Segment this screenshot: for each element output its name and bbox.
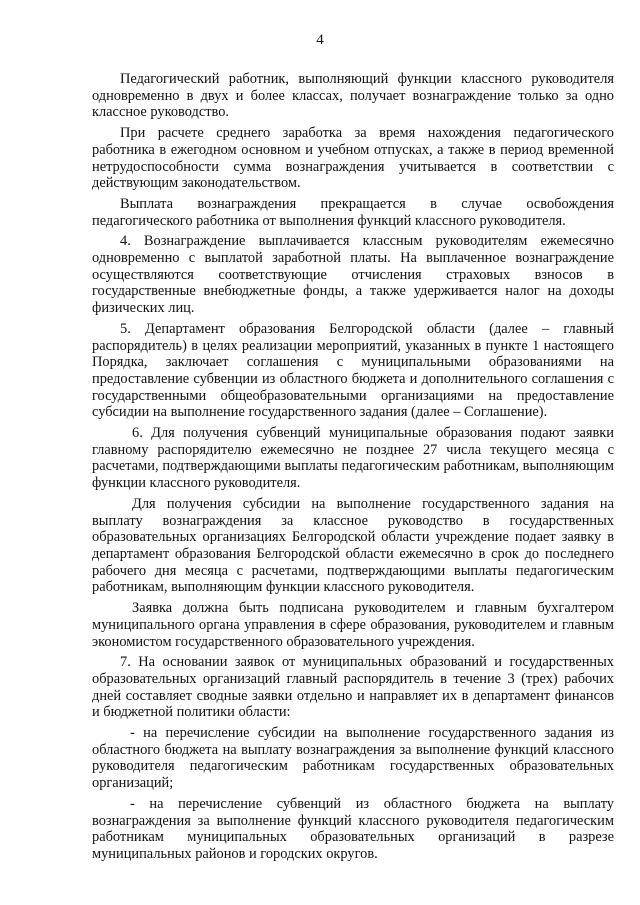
- paragraph-item-4: 4. Вознаграждение выплачивается классным руководителям ежемесячно одновременно с выплатой заработной платы. На выплаченное вознаграждение осуществляются соответствующие отчисления страховых взносов в государственные внебюджетные фонды, а также удерживается налог на доходы физических лиц.: [92, 233, 614, 317]
- paragraph-subsidy-application: Для получения субсидии на выполнение государственного задания на выплату вознаграждения за классное руководство в государственных образовательных организациях Белгородской области учреждение подает заявку в департамент образования Белгородской области ежемесячно в срок до последнего рабочего дня месяца с расчетами, подтверждающими выплаты педагогическим работникам, выполняющим функции классного руководителя.: [92, 495, 614, 596]
- paragraph-item-5: 5. Департамент образования Белгородской области (далее – главный распорядитель) в целях реализации мероприятий, указанных в пункте 1 настоящего Порядка, заключает соглашения с муниципальными образованиями на предоставление субвенции из областного бюджета и дополнительного соглашения с государственными общеобразовательными организациями на предоставление субсидии на выполнение государственного задания (далее – Соглашение).: [92, 320, 614, 421]
- list-item-subsidy-transfer: - на перечисление субсидии на выполнение государственного задания из областного бюджета на выплату вознаграждения за выполнение функций классного руководителя педагогическим работникам государственных образовательных организаций;: [92, 725, 614, 792]
- page-number: 4: [316, 32, 324, 48]
- paragraph-item-7: 7. На основании заявок от муниципальных образований и государственных образовательных организаций главный распорядитель в течение 3 (трех) рабочих дней составляет сводные заявки отдельно и направляет их в департамент финансов и бюджетной политики области:: [92, 654, 614, 721]
- paragraph-average-earnings: При расчете среднего заработка за время нахождения педагогического работника в ежегодном основном и учебном отпусках, а также в период временной нетрудоспособности сумма вознаграждения учитывается в соответствии с действующим законодательством.: [92, 125, 614, 192]
- paragraph-payment-termination: Выплата вознаграждения прекращается в случае освобождения педагогического работника от выполнения функций классного руководителя.: [92, 195, 614, 229]
- list-item-subvention-transfer: - на перечисление субвенций из областного бюджета на выплату вознаграждения за выполнение функций классного руководителя педагогическим работникам муниципальных образовательных организаций в разрезе муниципальных районов и городских округов.: [92, 795, 614, 862]
- paragraph-multiple-classes: Педагогический работник, выполняющий функции классного руководителя одновременно в двух и более классах, получает вознаграждение только за одно классное руководство.: [92, 71, 614, 121]
- paragraph-item-6: 6. Для получения субвенций муниципальные образования подают заявки главному распорядителю ежемесячно не позднее 27 числа текущего месяца с расчетами, подтверждающими выплаты педагогическим работникам, выполняющим функции классного руководителя.: [92, 425, 614, 492]
- paragraph-application-signature: Заявка должна быть подписана руководителем и главным бухгалтером муниципального органа управления в сфере образования, руководителем и главным экономистом государственного образовательного учреждения.: [92, 600, 614, 650]
- document-body: [92, 71, 614, 867]
